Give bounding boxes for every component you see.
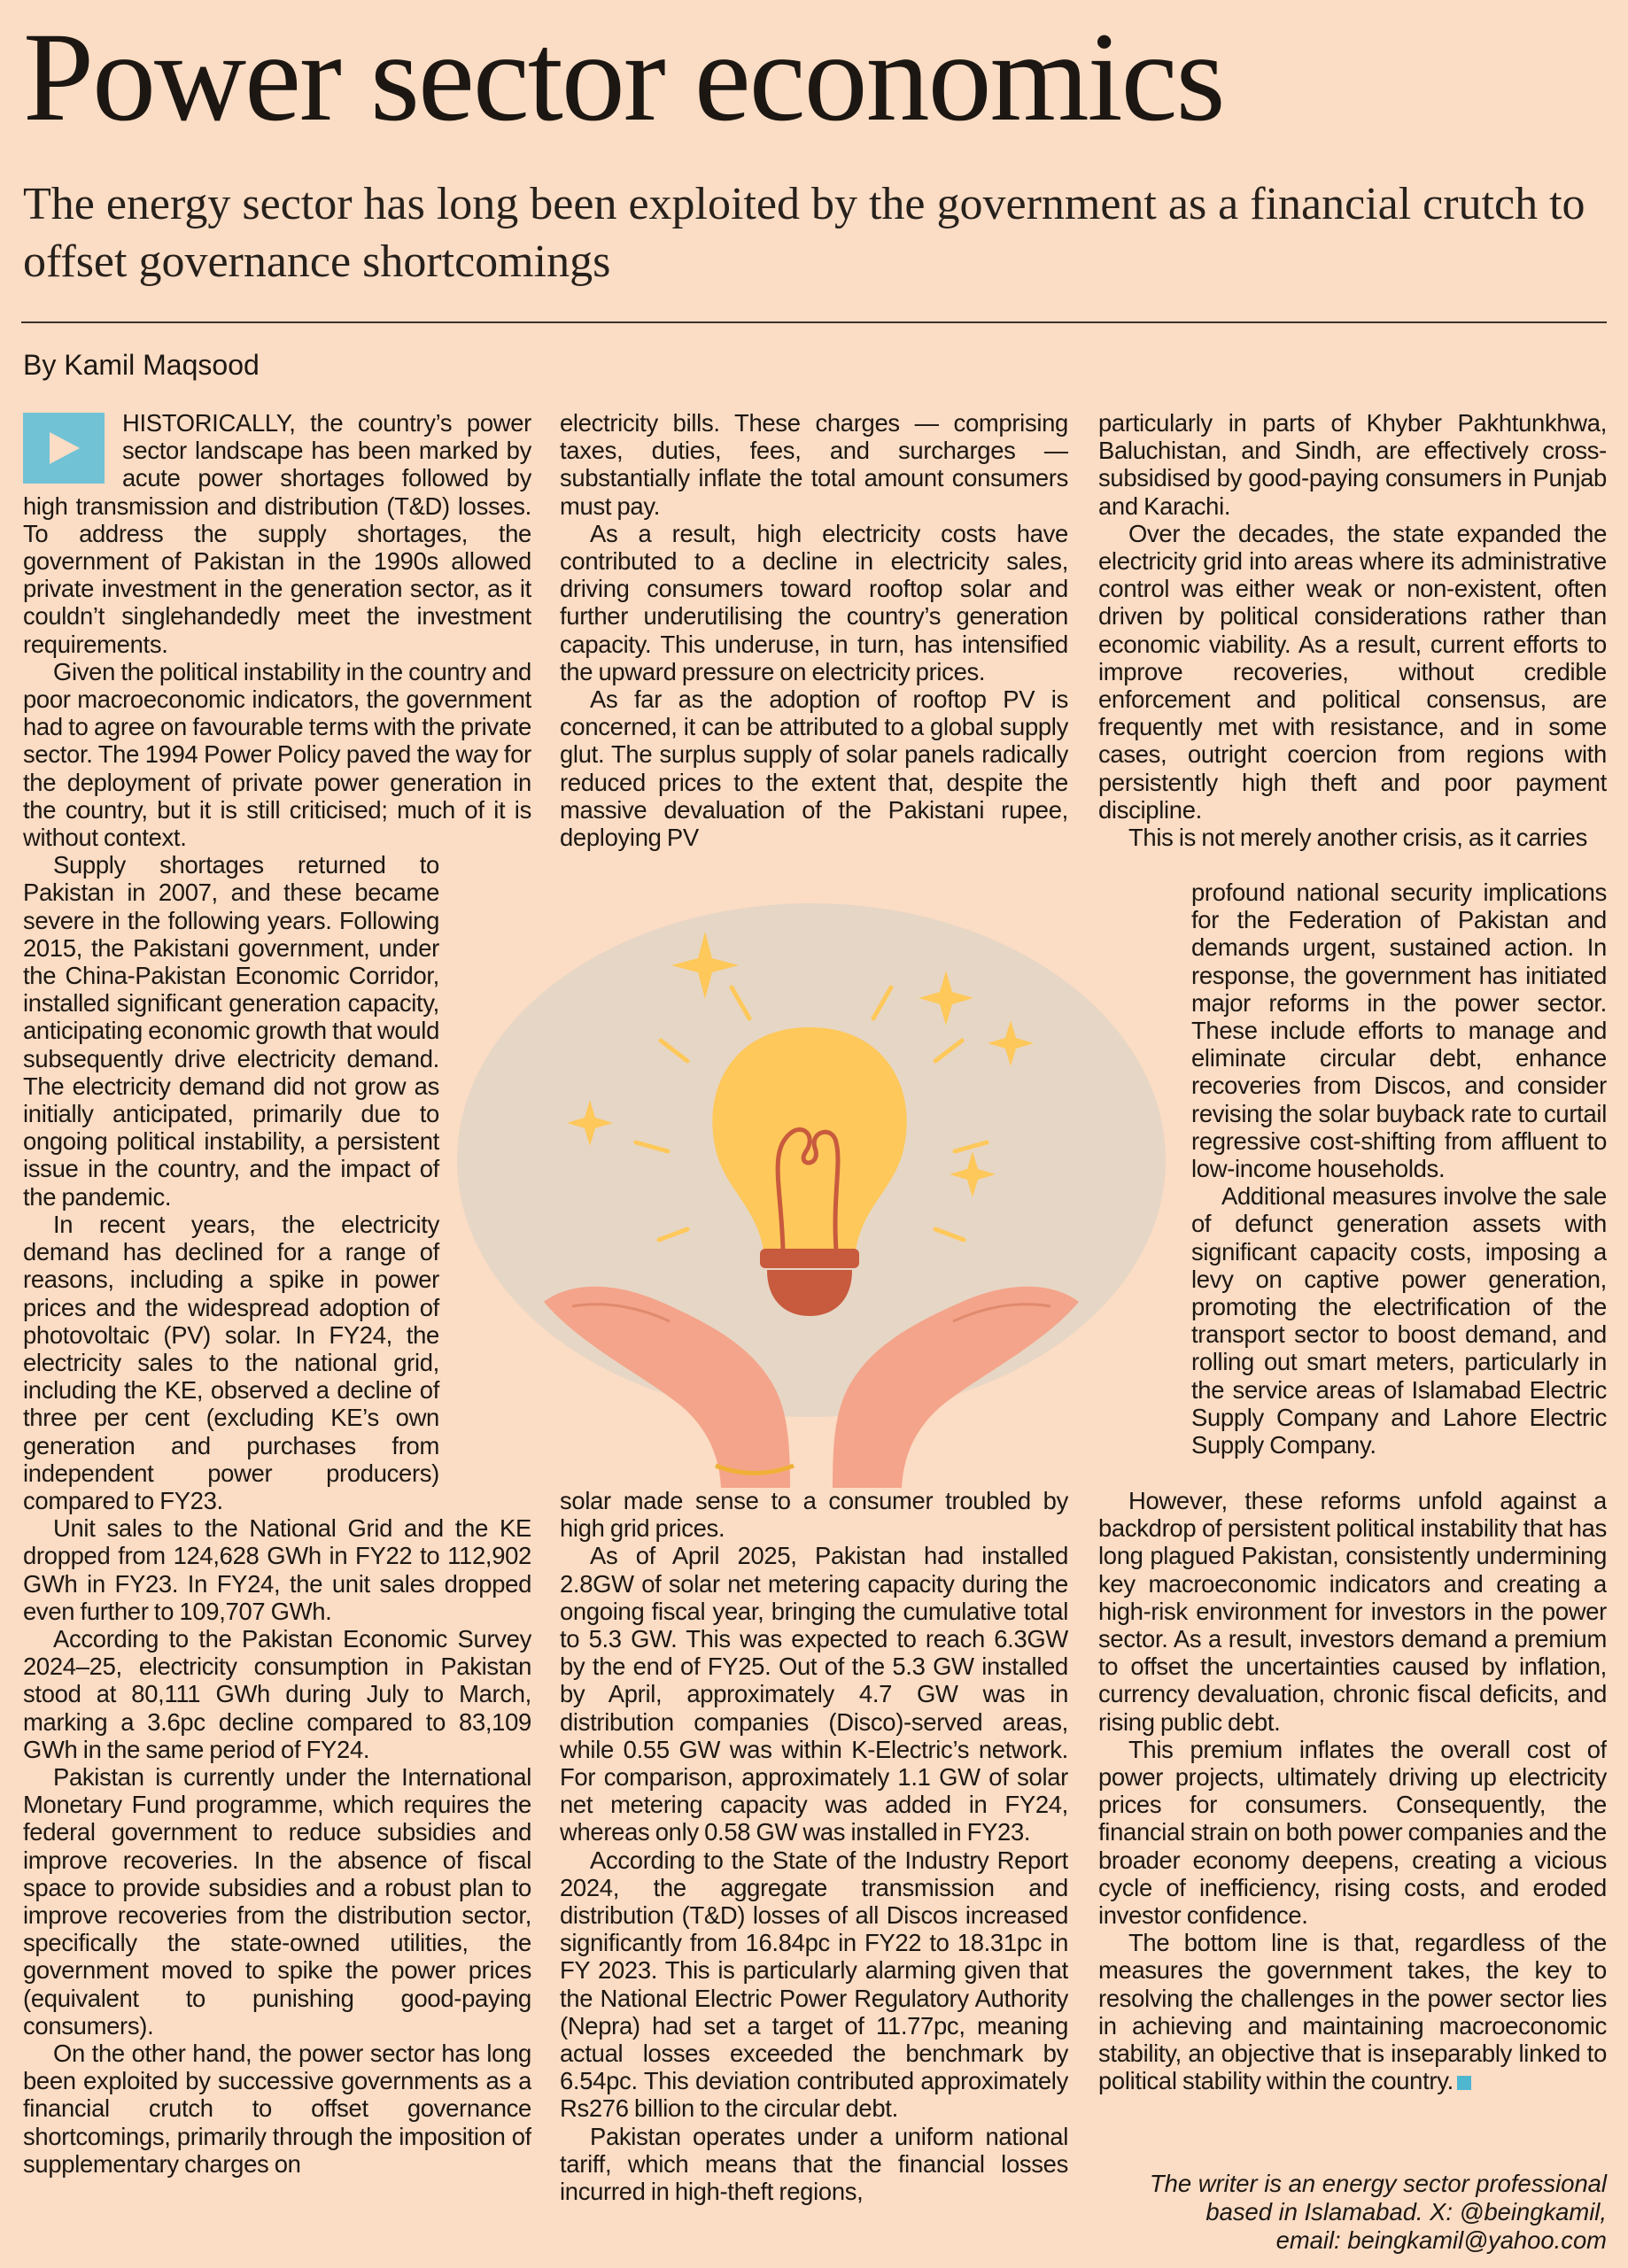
header-rule [21,321,1607,323]
paragraph: According to the Pakistan Economic Survey 2024–25, electricity consumption in Pakistan stood at 80,111 GWh during July to March, marking a 3.6pc decline compared to 83,109 GWh in the same period of FY24. [23,1624,531,1763]
play-triangle-icon [23,413,105,484]
paragraph: solar made sense to a consumer troubled by high grid prices. [560,1487,1068,1543]
headline: Power sector economics [23,7,1224,148]
article-column-3-bottom [1098,1487,1607,2160]
paragraph: As a result, high electricity costs have contributed to a decline in electricity sales, driving consumers toward rooftop solar and further underutilising the country’s generation capacity. This underuse, in turn, has intensified the upward pressure on electricity prices. [560,519,1068,685]
byline: By Kamil Maqsood [23,349,260,381]
author-note-line: based in Islamabad. X: @beingkamil, [1205,2198,1607,2225]
paragraph: According to the State of the Industry Report 2024, the aggregate transmission and distribution (T&D) losses of all Discos increased significantly from 16.84pc in FY22 to 18.31pc in FY 2023. This is particularly alarming given that the National Electric Power Regulatory Authority (Nepra) had set a target of 11.77pc, meaning actual losses exceeded the benchmark by 6.54pc. This deviation contributed approximately Rs276 billion to the circular debt. [560,1846,1068,2123]
paragraph: In recent years, the electricity demand has declined for a range of reasons, including a spike in power prices and the widespread adoption of photovoltaic (PV) solar. In FY24, the electricity sales to the national grid, including the KE, observed a decline of three per cent (excluding KE’s own generation and purchases from independent power producers) compared to FY23. [23,1210,439,1514]
article-column-3-top [1098,409,1607,879]
paragraph: Given the political instability in the country and poor macroeconomic indicators, the government had to agree on favourable terms with the private sector. The 1994 Power Policy paved the way for the deployment of private power generation in the country, but it is still criticised; much of it is without context. [23,657,531,852]
paragraph: Over the decades, the state expanded the electricity grid into areas where its administrative control was either weak or non-existent, often driven by political considerations rather than economic viability. As a result, current efforts to improve recoveries, without credible enforcement and political consensus, are frequently met with resistance, and in some cases, outright coercion from regions with persistently high theft and poor payment discipline. [1098,519,1607,824]
article-column-2-top [560,409,1068,879]
paragraph: However, these reforms unfold against a backdrop of persistent political instability that has long plagued Pakistan, consistently undermining key macroeconomic indicators and creating a high-risk environment for investors in the power sector. As a result, investors demand a premium to offset the uncertainties caused by inflation, currency devaluation, chronic fiscal deficits, and rising public debt. [1098,1487,1607,1736]
article-column-2-bottom [560,1487,1068,2262]
closing-paragraph-text: The bottom line is that, regardless of the measures the government takes, the key to resolving the challenges in the power sector lies in achieving and maintaining macroeconomic stability, an objective that is inseparably linked to political stability within the country. [1098,1929,1607,2095]
paragraph: Pakistan is currently under the International Monetary Fund programme, which requires the federal government to reduce subsidies and improve recoveries. In the absence of fiscal space to provide subsidies and a robust plan to improve recoveries from the distribution sector, specifically the state-owned utilities, the government moved to spike the power prices (equivalent to punishing good-paying consumers). [23,1762,531,2040]
paragraph: Additional measures involve the sale of defunct generation assets with significant capacity costs, imposing a levy on captive power generation, promoting the electrification of the transport sector to boost demand, and rolling out smart meters, particularly in the service areas of Islamabad Electric Supply Company and Lahore Electric Supply Company. [1191,1182,1607,1459]
author-note [1081,2170,1607,2255]
paragraph: Unit sales to the National Grid and the KE dropped from 124,628 GWh in FY22 to 112,902 GWh in FY23. In FY24, the unit sales dropped even further to 109,707 GWh. [23,1514,531,1625]
paragraph: On the other hand, the power sector has long been exploited by successive governments as a financial crutch to offset governance shortcomings, primarily through the imposition of supplementary charges on [23,2039,531,2178]
end-square-icon [1457,2076,1471,2090]
paragraph: particularly in parts of Khyber Pakhtunkhwa, Baluchistan, and Sindh, are effectively cross-subsidised by good-paying consumers in Punjab and Karachi. [1098,409,1607,520]
paragraph: As far as the adoption of rooftop PV is concerned, it can be attributed to a global supply glut. The surplus supply of solar panels radically reduced prices to the extent that, despite the massive devaluation of the Pakistani rupee, deploying PV [560,685,1068,852]
article-column-3-inset [1191,879,1607,1487]
paragraph: Pakistan operates under a uniform national tariff, which means that the financial losses incurred in high-theft regions, [560,2122,1068,2206]
subheadline: The energy sector has long been exploited by the government as a financial crutch to offset governance shortcomings [23,179,1585,287]
author-note-line: The writer is an energy sector professional [1149,2170,1607,2197]
paragraph: profound national security implications for the Federation of Pakistan and demands urgent, sustained action. In response, the government has initiated major reforms in the power sector. These include efforts to manage and eliminate circular debt, enhance recoveries from Discos, and consider revising the solar buyback rate to curtail regressive cost-shifting from affluent to low-income households. [1191,879,1607,1183]
author-note-line: email: beingkamil@yahoo.com [1275,2226,1607,2254]
lightbulb-in-hands-illustration [439,886,1183,1488]
paragraph [1098,1929,1607,2094]
paragraph: This is not merely another crisis, as it carries [1128,824,1587,852]
paragraph: As of April 2025, Pakistan had installed 2.8GW of solar net metering capacity during the ongoing fiscal year, bringing the cumulative total to 5.3 GW. This was expected to reach 6.3GW by the end of FY25. Out of the 5.3 GW installed by April, approximately 4.7 GW was in distribution companies (Disco)-served areas, while 0.55 GW was within K-Electric’s network. For comparison, approximately 1.1 GW of solar net metering capacity was added in FY24, whereas only 0.58 GW was installed in FY23. [560,1542,1068,1846]
paragraph: HISTORICALLY, the country’s power sector landscape has been marked by acute power shortages followed by high transmission and distribution (T&D) losses. To address the supply shortages, the government of Pakistan in the 1990s allowed private investment in the generation sector, as it couldn’t singlehandedly meet the investment requirements. [23,409,531,658]
paragraph: electricity bills. These charges — comprising taxes, duties, fees, and surcharges — substantially inflate the total amount consumers must pay. [560,409,1068,520]
paragraph: Supply shortages returned to Pakistan in 2007, and these became severe in the following years. Following 2015, the Pakistani government, under the China-Pakistan Economic Corridor, installed significant generation capacity, anticipating economic growth that would subsequently drive electricity demand. The electricity demand did not grow as initially anticipated, primarily due to ongoing political instability, a persistent issue in the country, and the impact of the pandemic. [23,851,440,1211]
paragraph: This premium inflates the overall cost of power projects, ultimately driving up electricity prices for consumers. Consequently, the financial strain on both power companies and the broader economy deepens, creating a vicious cycle of inefficiency, rising costs, and eroded investor confidence. [1098,1735,1607,1930]
